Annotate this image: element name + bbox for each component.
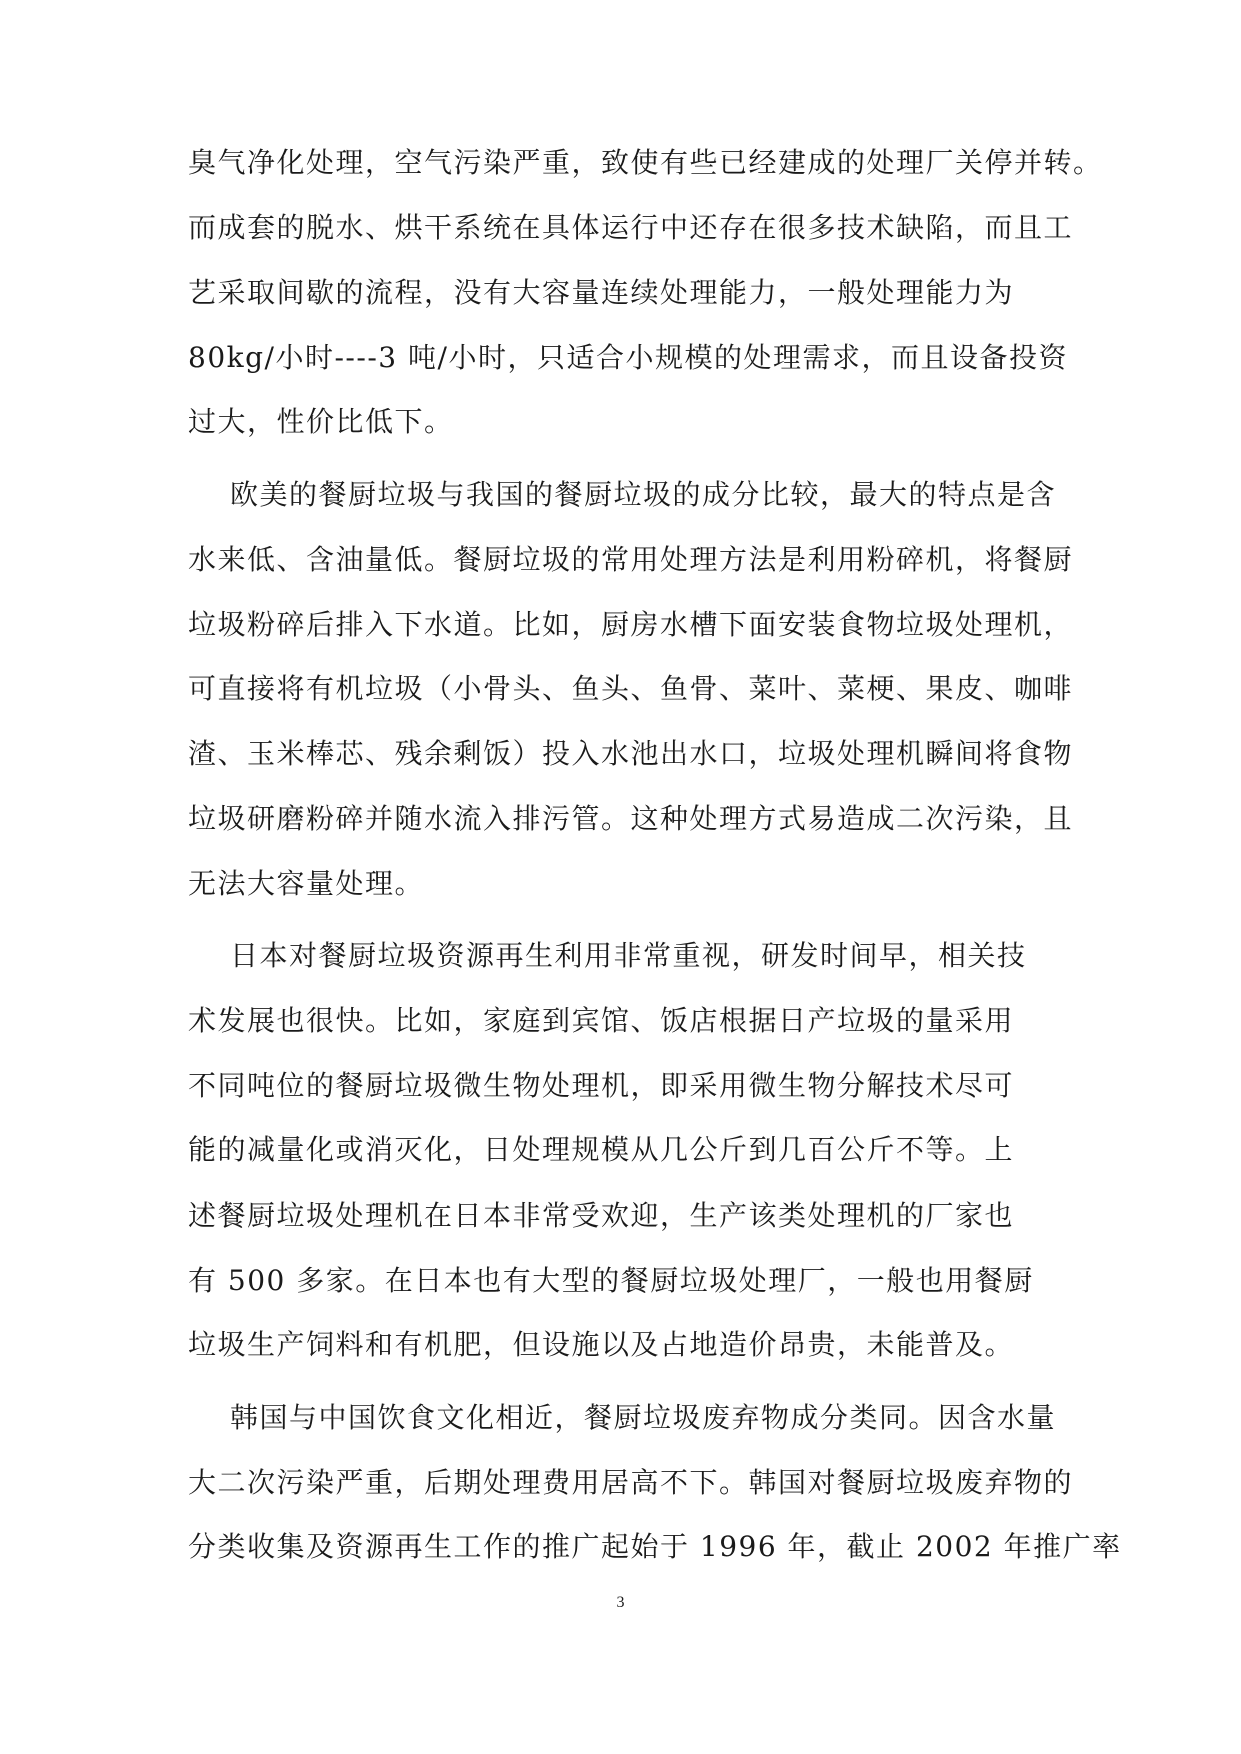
paragraph-first-line: 韩国与中国饮食文化相近，餐厨垃圾废弃物成分类同。因含水量	[230, 1401, 1057, 1434]
text-line: 能的减量化或消灭化，日处理规模从几公斤到几百公斤不等。上	[188, 1133, 1015, 1166]
text-line: 垃圾粉碎后排入下水道。比如，厨房水槽下面安装食物垃圾处理机，	[188, 608, 1074, 641]
text-line: 垃圾生产饲料和有机肥，但设施以及占地造价昂贵，未能普及。	[188, 1328, 1015, 1361]
text-line: 艺采取间歇的流程，没有大容量连续处理能力，一般处理能力为	[188, 276, 1015, 309]
text-line: 可直接将有机垃圾（小骨头、鱼头、鱼骨、菜叶、菜梗、果皮、咖啡	[188, 672, 1074, 705]
text-line: 而成套的脱水、烘干系统在具体运行中还存在很多技术缺陷，而且工	[188, 211, 1074, 244]
page-number: 3	[616, 1594, 625, 1611]
text-line: 80kg/小时----3 吨/小时，只适合小规模的处理需求，而且设备投资	[188, 341, 1068, 374]
text-line: 臭气净化处理，空气污染严重，致使有些已经建成的处理厂关停并转。	[188, 146, 1103, 179]
text-line: 不同吨位的餐厨垃圾微生物处理机，即采用微生物分解技术尽可	[188, 1069, 1015, 1102]
text-line: 垃圾研磨粉碎并随水流入排污管。这种处理方式易造成二次污染，且	[188, 802, 1074, 835]
text-line: 有 500 多家。在日本也有大型的餐厨垃圾处理厂，一般也用餐厨	[188, 1264, 1034, 1297]
text-line: 术发展也很快。比如，家庭到宾馆、饭店根据日产垃圾的量采用	[188, 1004, 1015, 1037]
paragraph-first-line: 欧美的餐厨垃圾与我国的餐厨垃圾的成分比较，最大的特点是含	[230, 478, 1057, 511]
text-line: 分类收集及资源再生工作的推广起始于 1996 年，截止 2002 年推广率	[188, 1530, 1122, 1563]
text-line: 过大，性价比低下。	[188, 405, 454, 438]
text-line: 述餐厨垃圾处理机在日本非常受欢迎，生产该类处理机的厂家也	[188, 1199, 1015, 1232]
text-line: 水来低、含油量低。餐厨垃圾的常用处理方法是利用粉碎机，将餐厨	[188, 543, 1074, 576]
text-line: 渣、玉米棒芯、残余剩饭）投入水池出水口，垃圾处理机瞬间将食物	[188, 737, 1074, 770]
text-line: 无法大容量处理。	[188, 867, 425, 900]
paragraph-first-line: 日本对餐厨垃圾资源再生利用非常重视，研发时间早，相关技	[230, 939, 1027, 972]
text-line: 大二次污染严重，后期处理费用居高不下。韩国对餐厨垃圾废弃物的	[188, 1466, 1074, 1499]
